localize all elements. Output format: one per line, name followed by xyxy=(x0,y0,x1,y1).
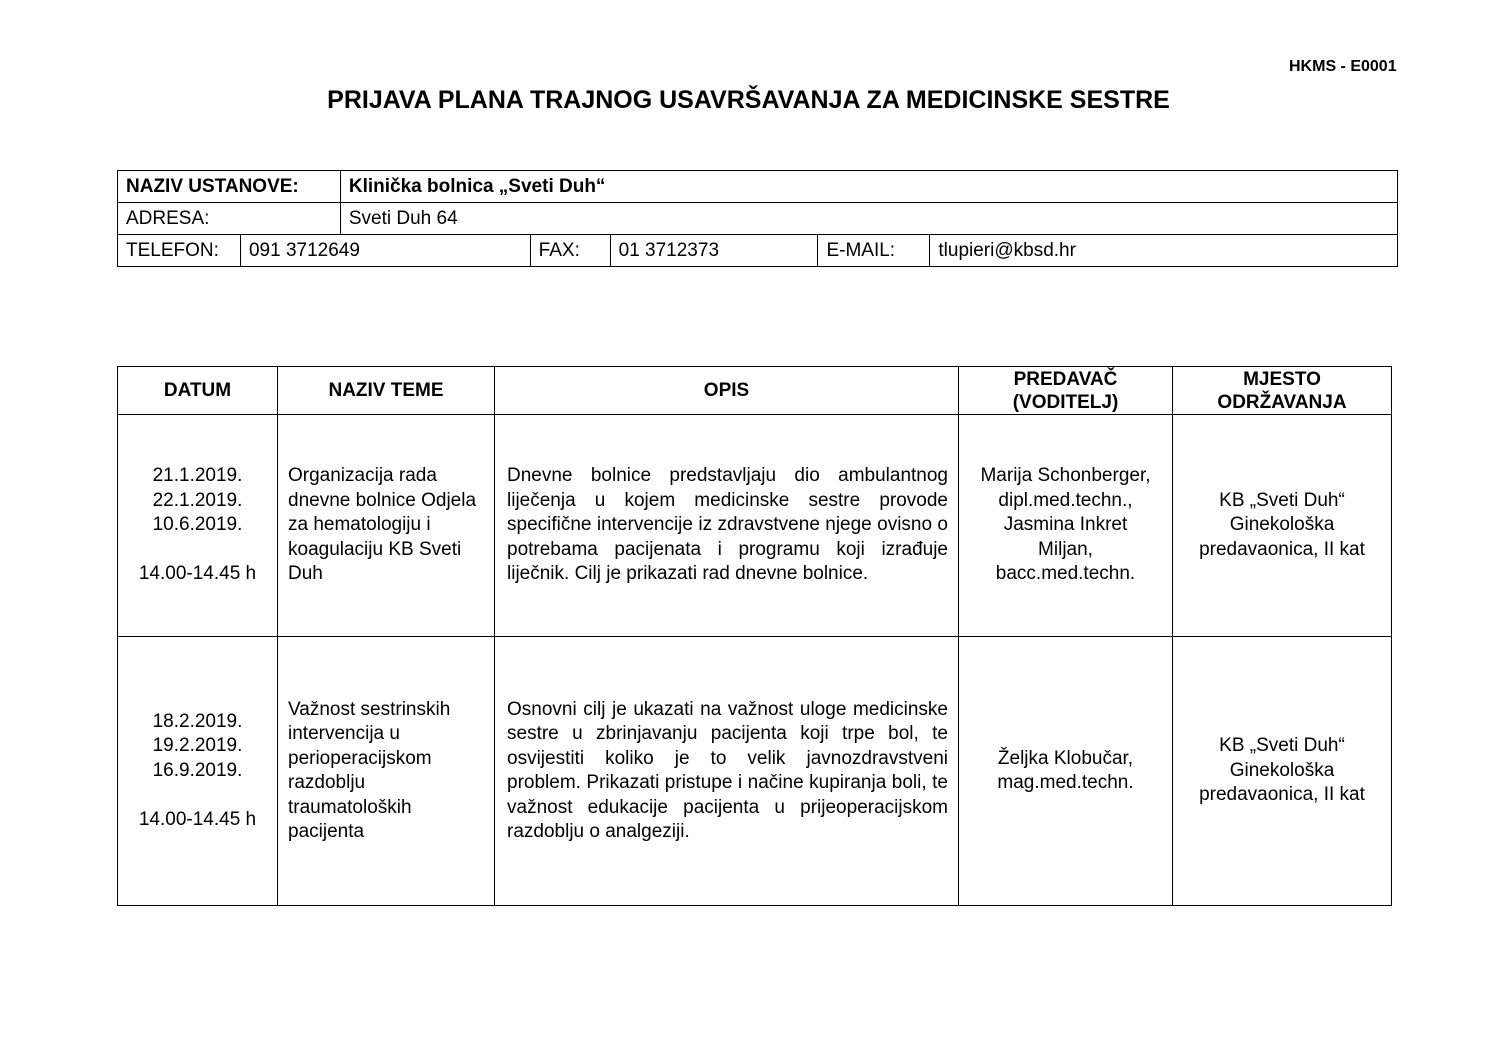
header-place xyxy=(1173,367,1392,415)
topic-cell: Organizacija rada dnevne bolnice Odjela za hematologiju i koagulaciju KB Sveti Duh xyxy=(278,415,495,637)
place-line: KB „Sveti Duh“ xyxy=(1219,489,1345,511)
place-line: predavaonica, II kat xyxy=(1199,784,1365,806)
place-line: KB „Sveti Duh“ xyxy=(1219,735,1345,757)
topic-cell: Važnost sestrinskih intervencija u perioperacijskom razdoblju traumatoloških pacijenta xyxy=(278,637,495,906)
date: 19.2.2019. xyxy=(152,735,243,757)
header-description: OPIS xyxy=(495,367,959,415)
lecturer-line: dipl.med.techn., xyxy=(998,489,1133,511)
place-line: Ginekološka xyxy=(1229,759,1335,781)
header-lecturer-line2: (VODITELJ) xyxy=(1012,391,1119,413)
lecturer-line: mag.med.techn. xyxy=(997,772,1134,793)
lecturer-cell xyxy=(959,415,1173,637)
fax-label: FAX: xyxy=(530,235,610,267)
date: 18.2.2019. xyxy=(152,710,243,732)
date: 21.1.2019. xyxy=(152,465,243,487)
place-line: Ginekološka xyxy=(1229,514,1335,536)
date: 10.6.2019. xyxy=(152,514,243,536)
header-place-line1: MJESTO xyxy=(1243,368,1321,390)
plan-header-row xyxy=(118,367,1392,415)
institution-contact-row xyxy=(118,235,1398,267)
lecturer-line: Marija Schonberger, xyxy=(980,465,1151,487)
date: 16.9.2019. xyxy=(152,759,243,781)
email-value: tlupieri@kbsd.hr xyxy=(930,235,1398,267)
lecturer-line: Miljan, xyxy=(1038,538,1093,560)
header-lecturer xyxy=(959,367,1173,415)
fax-value: 01 3712373 xyxy=(610,235,818,267)
lecturer-cell xyxy=(959,637,1173,906)
phone-value: 091 3712649 xyxy=(240,235,530,267)
table-row xyxy=(118,415,1392,637)
date: 22.1.2019. xyxy=(152,489,243,511)
header-lecturer-line1: PREDAVAČ xyxy=(1013,368,1118,390)
place-line: predavaonica, II kat xyxy=(1199,538,1365,560)
table-row xyxy=(118,637,1392,906)
institution-name-row xyxy=(118,171,1398,203)
institution-address-row xyxy=(118,203,1398,235)
institution-name-value: Klinička bolnica „Sveti Duh“ xyxy=(340,171,1397,203)
description-cell: Osnovni cilj je ukazati na važnost uloge medicinske sestre u zbrinjavanju pacijenta koji trpe bol, te osvijestiti koliko je to velik javnozdravstveni problem. Prikazati pristupe i načine kupiranja boli, te važnost edukacije pacijenta u prijeoperacijskom razdoblju o analgeziji. xyxy=(495,637,959,906)
institution-name-label: NAZIV USTANOVE: xyxy=(118,171,341,203)
place-cell xyxy=(1173,415,1392,637)
address-value: Sveti Duh 64 xyxy=(340,203,1397,235)
time: 14.00-14.45 h xyxy=(138,563,257,585)
description-cell: Dnevne bolnice predstavljaju dio ambulantnog liječenja u kojem medicinske sestre provode specifične intervencije iz zdravstvene njege ovisno o potrebama pacijenata i programu koji izrađuje liječnik. Cilj je prikazati rad dnevne bolnice. xyxy=(495,415,959,637)
lecturer-line: Jasmina Inkret xyxy=(1003,514,1128,536)
place-cell xyxy=(1173,637,1392,906)
header-topic: NAZIV TEME xyxy=(278,367,495,415)
date-cell xyxy=(118,637,278,906)
lecturer-line: Željka Klobučar, xyxy=(997,747,1134,769)
date-cell xyxy=(118,415,278,637)
header-place-line2: ODRŽAVANJA xyxy=(1217,391,1347,413)
document-code: HKMS - E0001 xyxy=(1289,58,1397,75)
training-plan-table xyxy=(117,366,1392,906)
page-title: PRIJAVA PLANA TRAJNOG USAVRŠAVANJA ZA MEDICINSKE SESTRE xyxy=(327,86,1170,114)
email-label: E-MAIL: xyxy=(818,235,930,267)
institution-info-table xyxy=(117,170,1398,267)
lecturer-line: bacc.med.techn. xyxy=(995,563,1136,585)
address-label: ADRESA: xyxy=(118,203,341,235)
phone-label: TELEFON: xyxy=(118,235,241,267)
header-date: DATUM xyxy=(118,367,278,415)
time: 14.00-14.45 h xyxy=(138,808,257,830)
